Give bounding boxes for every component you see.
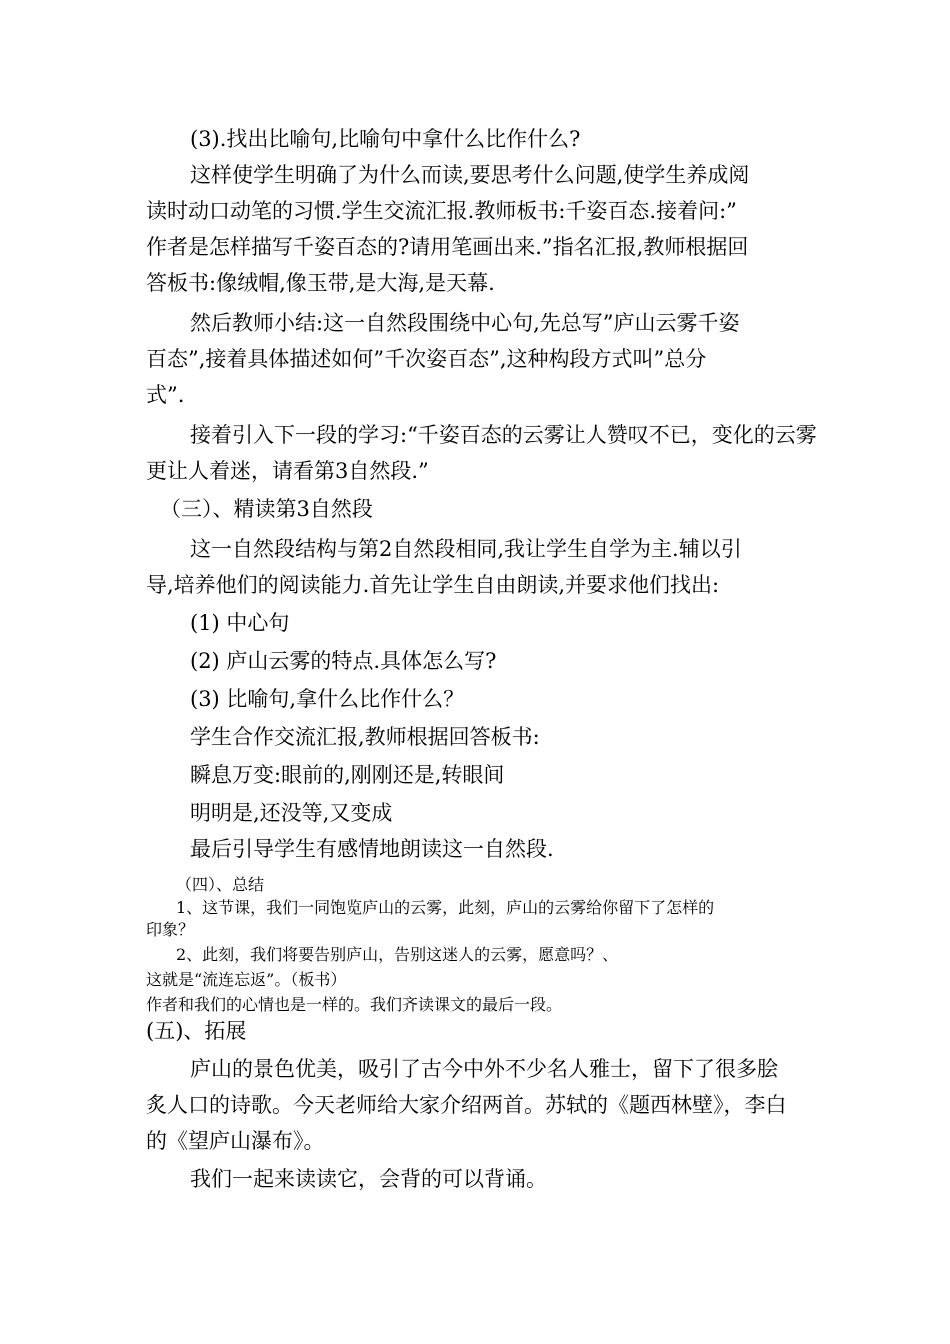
text-line: 这样使学生明确了为什么而读,要思考什么问题,使学生养成阅 [190,163,750,187]
list-item: (1) 中心句 [190,611,290,635]
text-line: 的《望庐山瀑布》。 [146,1129,325,1153]
section-heading: （四）、总结 [176,875,265,894]
text-line: 炙人口的诗歌。今天老师给大家介绍两首。苏轼的《题西林壁》，李白 [146,1093,787,1117]
text-line: 式”. [146,383,185,407]
text-line: 作者是怎样描写千姿百态的?请用笔画出来.”指名汇报,教师根据回 [146,235,749,259]
section-heading: （三）、精读第3自然段 [160,497,373,521]
text-line: 最后引导学生有感情地朗读这一自然段. [190,837,554,861]
text-line: 明明是,还没等,又变成 [190,801,393,825]
text-line: 读时动口动笔的习惯.学生交流汇报.教师板书:千姿百态.接着问:” [146,199,737,223]
text-line: 庐山的景色优美，吸引了古今中外不少名人雅士，留下了很多脍 [190,1057,778,1081]
text-line: 2、此刻，我们将要告别庐山，告别这迷人的云雾，愿意吗？、 [176,945,619,964]
text-line: 瞬息万变:眼前的,刚刚还是,转眼间 [190,763,505,787]
text-line: 百态”,接着具体描述如何”千次姿百态”,这种构段方式叫”总分 [146,347,707,371]
text-line: 导,培养他们的阅读能力.首先让学生自由朗读,并要求他们找出: [146,573,720,597]
text-line: (3).找出比喻句,比喻句中拿什么比作什么? [190,127,581,151]
text-line: 这就是“流连忘返”。（板书） [146,970,347,989]
text-line: 印象？ [146,920,195,939]
section-heading: (五)、拓展 [146,1019,247,1043]
list-item: (2) 庐山云雾的特点.具体怎么写? [190,649,497,673]
text-line: 更让人着迷，请看第3自然段.” [146,459,429,483]
list-item: (3) 比喻句,拿什么比作什么？ [190,687,465,711]
text-line: 我们一起来读读它，会背的可以背诵。 [190,1167,547,1191]
text-line: 答板书:像绒帽,像玉带,是大海,是天幕. [146,271,495,295]
text-line: 这一自然段结构与第2自然段相同,我让学生自学为主.辅以引 [190,537,742,561]
text-line: 作者和我们的心情也是一样的。我们齐读课文的最后一段。 [146,995,563,1014]
text-line: 然后教师小结:这一自然段围绕中心句,先总写”庐山云雾千姿 [190,311,740,335]
text-line: 学生合作交流汇报,教师根据回答板书: [190,725,540,749]
text-line: 接着引入下一段的学习:“千姿百态的云雾让人赞叹不已，变化的云雾 [190,423,817,447]
text-line: 1、这节课，我们一同饱览庐山的云雾，此刻，庐山的云雾给你留下了怎样的 [176,898,715,917]
